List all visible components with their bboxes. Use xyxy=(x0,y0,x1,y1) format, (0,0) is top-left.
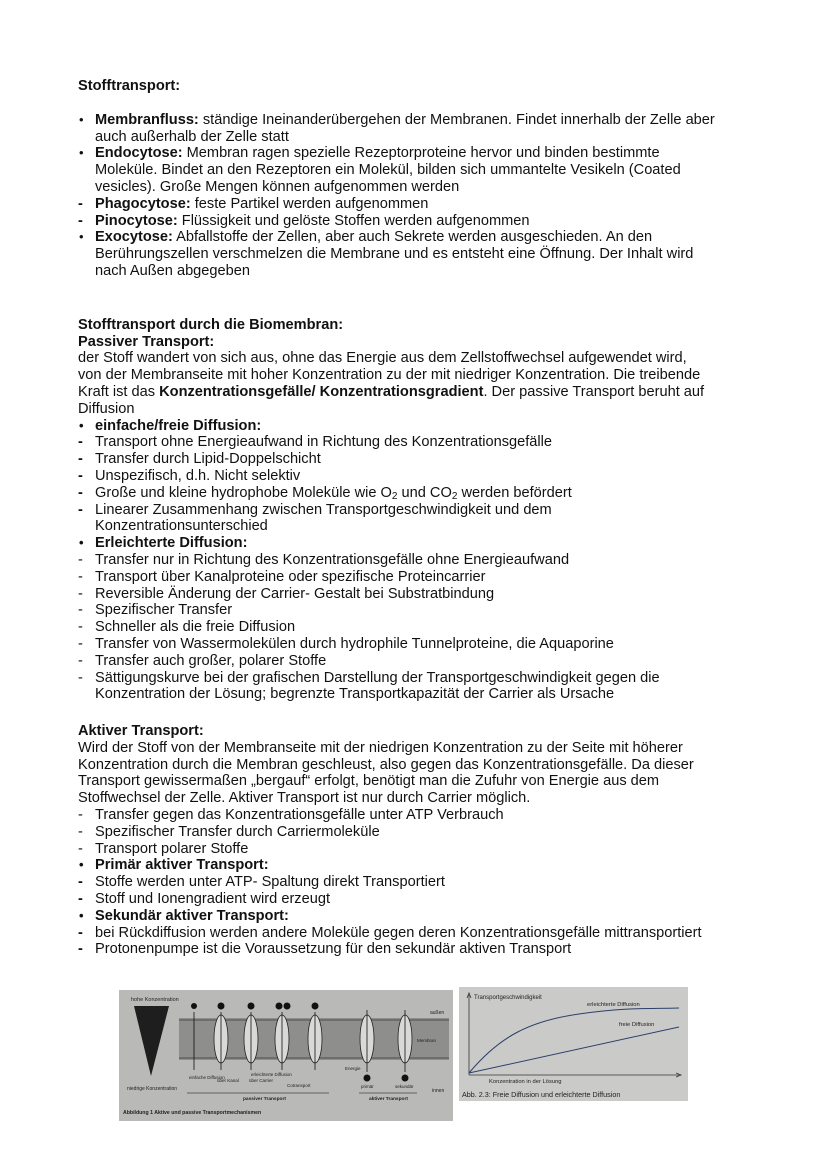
subheading-passiver-transport: Passiver Transport: xyxy=(78,333,215,350)
label-innen: innen xyxy=(432,1088,445,1094)
dash-icon: - xyxy=(78,652,83,669)
list-item-continuation: vesicles). Große Mengen können aufgenommen werden xyxy=(95,178,460,195)
dash-icon: - xyxy=(78,568,83,585)
bullet-icon: • xyxy=(79,857,84,873)
figure2-caption: Abb. 2.3: Freie Diffusion und erleichterte Diffusion xyxy=(462,1090,621,1099)
section-heading-aktiver-transport: Aktiver Transport: xyxy=(78,723,204,740)
bullet-icon: • xyxy=(79,535,84,551)
dash-icon: - xyxy=(78,195,83,212)
dash-icon: - xyxy=(78,551,83,568)
dash-icon: - xyxy=(78,874,83,891)
list-item: - bei Rückdiffusion werden andere Moleküle gegen deren Konzentrationsgefälle mittransportiert xyxy=(78,924,702,941)
label-energie: Energie xyxy=(345,1066,361,1071)
paragraph-line: Diffusion xyxy=(78,400,135,417)
label-sekundaer: sekundär xyxy=(395,1084,414,1089)
list-item: - Große und kleine hydrophobe Moleküle wie $O_2$ und $CO_2$ werden befördert xyxy=(78,484,572,502)
section-heading-biomembran: Stofftransport durch die Biomembran: xyxy=(78,316,344,333)
dash-icon: - xyxy=(78,467,83,484)
bullet-icon: • xyxy=(79,907,84,923)
dash-icon: - xyxy=(78,585,83,602)
list-item: - Transport ohne Energieaufwand in Richtung des Konzentrationsgefälle xyxy=(78,434,553,451)
label-einfache-diffusion: einfache Diffusion xyxy=(189,1075,225,1080)
list-item: - Spezifischer Transfer durch Carriermoleküle xyxy=(78,823,380,840)
document-page xyxy=(78,78,748,958)
list-heading-primaer: • Primär aktiver Transport: xyxy=(79,857,269,874)
dash-icon: - xyxy=(78,602,83,619)
paragraph-line: Konzentration durch die Membran geschleust, also gegen das Konzentrationsgefälle. Da dieser xyxy=(78,756,694,773)
x-axis-label: Konzentration in der Lösung xyxy=(489,1079,562,1085)
dash-icon: - xyxy=(78,484,83,501)
list-item: - Transport polarer Stoffe xyxy=(78,840,249,857)
list-item-continuation: auch außerhalb der Zelle statt xyxy=(95,128,289,145)
paragraph-line: von der Membranseite mit hoher Konzentration zu der mit niedriger Konzentration. Die treibende xyxy=(78,367,701,384)
label-aktiver-transport: aktiver Transport xyxy=(369,1097,408,1102)
list-item: - Reversible Änderung der Carrier- Gestalt bei Substratbindung xyxy=(78,585,495,602)
dash-icon: - xyxy=(78,212,83,229)
list-item-continuation: Konzentration der Lösung; begrenzte Transportkapazität der Carrier als Ursache xyxy=(95,686,615,703)
dash-icon: - xyxy=(78,807,83,824)
bullet-icon: • xyxy=(79,229,84,245)
label-primaer: primär xyxy=(361,1084,374,1089)
list-item: - Transfer gegen das Konzentrationsgefälle unter ATP Verbrauch xyxy=(78,807,504,824)
list-item: - Spezifischer Transfer xyxy=(78,602,233,619)
paragraph-line: Transport gewissermaßen „bergauf“ erfolgt, benötigt man die Zufuhr von Energie aus dem xyxy=(78,773,660,790)
paragraph-line: Stoffwechsel der Zelle. Aktiver Transport ist nur durch Carrier möglich. xyxy=(78,790,531,807)
label-ueber-kanal: über Kanal xyxy=(217,1078,239,1083)
dash-icon: - xyxy=(78,941,83,958)
label-cotransport: Cotransport xyxy=(287,1083,311,1088)
label-ueber-carrier: über Carrier xyxy=(249,1078,274,1083)
label-membran: Membran xyxy=(417,1038,437,1043)
figure-diffusion-chart xyxy=(459,987,688,1101)
transport-diagram xyxy=(119,990,453,1121)
list-item: - Transfer nur in Richtung des Konzentrationsgefälle ohne Energieaufwand xyxy=(78,551,570,568)
list-item: - Transfer durch Lipid-Doppelschicht xyxy=(78,451,321,468)
list-item-exocytose: • Exocytose: Abfallstoffe der Zellen, aber auch Sekrete werden ausgeschieden. An den xyxy=(79,229,653,246)
list-heading-sekundaer: • Sekundär aktiver Transport: xyxy=(79,907,289,924)
list-item-phagocytose: - Phagocytose: feste Partikel werden aufgenommen xyxy=(78,195,429,212)
list-item: - Transfer auch großer, polarer Stoffe xyxy=(78,652,327,669)
list-item-continuation: Berührungszellen verschmelzen die Membrane und es entsteht eine Öffnung. Der Inhalt wird xyxy=(95,246,694,263)
list-item-endocytose: • Endocytose: Membran ragen spezielle Rezeptorproteine hervor und binden bestimmte xyxy=(79,145,660,162)
bullet-icon: • xyxy=(79,111,84,127)
series-label-erleichterte: erleichterte Diffusion xyxy=(587,1002,640,1008)
dash-icon: - xyxy=(78,924,83,941)
list-item-continuation: Moleküle. Bindet an den Rezeptoren ein Molekül, bilden sich ummantelte Vesikeln (Coated xyxy=(95,162,681,179)
dash-icon: - xyxy=(78,635,83,652)
list-item-continuation: nach Außen abgegeben xyxy=(95,262,250,279)
dash-icon: - xyxy=(78,501,83,518)
dash-icon: - xyxy=(78,669,83,686)
list-item: - Schneller als die freie Diffusion xyxy=(78,619,296,636)
dash-icon: - xyxy=(78,451,83,468)
list-item: - Linearer Zusammenhang zwischen Transportgeschwindigkeit und dem xyxy=(78,501,552,518)
figure1-caption: Abbildung 1 Aktive und passive Transportmechanismen xyxy=(123,1110,262,1116)
figure-transport-mechanisms xyxy=(119,990,453,1121)
bullet-icon: • xyxy=(79,145,84,161)
list-item-continuation: Konzentrationsunterschied xyxy=(95,518,268,535)
label-hohe-konzentration: hohe Konzentration xyxy=(131,997,179,1003)
dash-icon: - xyxy=(78,823,83,840)
label-erleichterte-diffusion: erleichterte Diffusion xyxy=(251,1072,292,1077)
list-item: - Stoff und Ionengradient wird erzeugt xyxy=(78,891,331,908)
section-heading-stofftransport: Stofftransport: xyxy=(78,78,181,94)
list-item: - Protonenpumpe ist die Voraussetzung für den sekundär aktiven Transport xyxy=(78,941,572,958)
label-niedrige-konzentration: niedrige Konzentration xyxy=(127,1086,178,1092)
label-passiver-transport: passiver Transport xyxy=(243,1097,286,1102)
diffusion-chart xyxy=(459,987,688,1101)
dash-icon: - xyxy=(78,619,83,636)
paragraph-line: der Stoff wandert von sich aus, ohne das Energie aus dem Zellstoffwechsel aufgewendet wird, xyxy=(78,350,687,367)
list-item: - Unspezifisch, d.h. Nicht selektiv xyxy=(78,467,301,484)
paragraph-line: Wird der Stoff von der Membranseite mit der niedrigen Konzentration zu der Seite mit höherer xyxy=(78,739,683,756)
list-item: - Transfer von Wassermolekülen durch hydrophile Tunnelproteine, die Aquaporine xyxy=(78,635,614,652)
dash-icon: - xyxy=(78,840,83,857)
label-aussen: außen xyxy=(430,1010,445,1016)
list-item: - Stoffe werden unter ATP- Spaltung direkt Transportiert xyxy=(78,874,445,891)
list-item-pinocytose: - Pinocytose: Flüssigkeit und gelöste Stoffen werden aufgenommen xyxy=(78,212,530,229)
list-item: - Transport über Kanalproteine oder spezifische Proteincarrier xyxy=(78,568,486,585)
list-heading-erleichterte-diffusion: • Erleichterte Diffusion: xyxy=(79,535,248,552)
y-axis-label: Transportgeschwindigkeit xyxy=(474,995,542,1001)
bullet-icon: • xyxy=(79,417,84,433)
list-heading-freie-diffusion: • einfache/freie Diffusion: xyxy=(79,417,262,434)
series-label-freie: freie Diffusion xyxy=(619,1022,655,1028)
list-item-membranfluss: • Membranfluss: ständige Ineinanderübergehen der Membranen. Findet innerhalb der Zelle aber xyxy=(79,111,715,128)
list-item: - Sättigungskurve bei der grafischen Darstellung der Transportgeschwindigkeit gegen die xyxy=(78,669,660,686)
dash-icon: - xyxy=(78,434,83,451)
paragraph-line: Kraft ist das Konzentrationsgefälle/ Konzentrationsgradient. Der passive Transport beruht auf xyxy=(78,383,705,400)
dash-icon: - xyxy=(78,891,83,908)
